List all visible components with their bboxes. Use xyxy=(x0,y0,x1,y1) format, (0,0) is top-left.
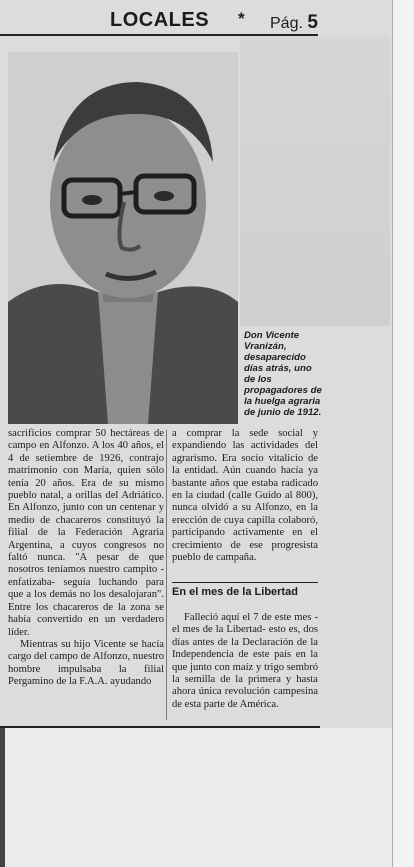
page-margin xyxy=(392,0,414,867)
page-number xyxy=(270,12,318,34)
article-paragraph: Falleció aquí el 7 de este mes -el mes de la Libertad- esto es, dos días antes de la Declaración de la Independencia de este país en la que junto con maíz y trigo sembró la semilla de la primera y hasta ahora única revolución campesina de esta parte de América. xyxy=(172,612,318,710)
edge-line xyxy=(392,0,393,867)
page-label: Pág. xyxy=(270,15,303,32)
article-paragraph: sacrificios comprar 50 hectáreas de campo en Alfonzo. A los 40 años, el 4 de setiembre de 1926, contrajo matrimonio con María, quien sólo tenía 20 años. Era de su mismo pueblo natal, a orillas del Adriático. En Alfonzo, junto con un centenar y medio de chacareros constituyó la filial de la Federación Agraria Argentina, a cuyos congresos no faltó nunca. "A pesar de que nosotros teníamos nuestro campito -enfatizaba- seguía luchando para que a los demás no los desalojaran". Entre los chacareros de la zona se había convertido en un verdadero líder. xyxy=(8,428,164,638)
portrait-photo xyxy=(8,52,238,424)
article-column-right xyxy=(172,428,318,564)
article-subhead: En el mes de la Libertad xyxy=(172,582,318,599)
section-title: LOCALES xyxy=(110,9,210,31)
show-through-area xyxy=(240,36,390,326)
scan-edge xyxy=(0,728,5,867)
photo-caption: Don Vicente Vranizán, desaparecido días atrás, uno de los propagadores de la huelga agraria de junio de 1912. xyxy=(244,330,322,418)
page-header xyxy=(0,4,392,34)
article-column-left xyxy=(8,428,164,689)
article-column-right-lower xyxy=(172,612,318,711)
page-number-value: 5 xyxy=(307,12,318,33)
column-divider xyxy=(166,430,167,720)
article-paragraph: Mientras su hijo Vicente se hacía cargo del campo de Alfonzo, nuestro hombre impulsaba la filial Pergamino de la F.A.A. ayudando xyxy=(8,638,164,688)
article-paragraph: a comprar la sede social y expandiendo las actividades del agrarismo. Era socio vitalicio de la entidad. Aún cuando hacía ya bastante años que estaba radicado en la ciudad (calle Guido al 800), nunca olvidó a su Alfonzo, en la erección de cuya capilla colaboró, participando activamente en el crecimiento de ese progresista pueblo de campaña. xyxy=(172,428,318,564)
header-separator: * xyxy=(238,9,245,28)
portrait-illustration xyxy=(8,52,238,424)
blank-paper xyxy=(0,728,392,867)
